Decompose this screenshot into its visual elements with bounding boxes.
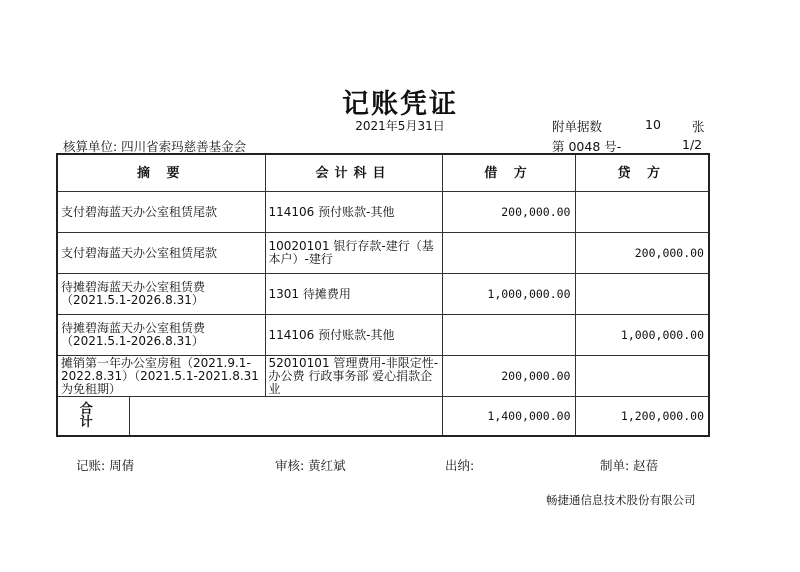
footer-maker: 制单: 赵蓓 [600, 458, 659, 473]
row-debit: 200,000.00 [442, 192, 575, 233]
row-debit: 1,000,000.00 [442, 274, 575, 315]
footer-cashier: 出纳: [445, 458, 475, 473]
table-row [57, 315, 709, 356]
row-account: 10020101 银行存款-建行（基本户）-建行 [265, 233, 442, 274]
software-company: 畅捷通信息技术股份有限公司 [546, 493, 696, 507]
voucher-number: 第 0048 号- [552, 139, 622, 154]
attachment-count: 10 [645, 117, 661, 132]
total-label: 合 计 [57, 397, 129, 437]
total-blank [129, 397, 442, 437]
attachment-label: 附单据数 [552, 119, 603, 134]
footer-reviewer: 审核: 黄红斌 [275, 458, 346, 473]
total-debit: 1,400,000.00 [442, 397, 575, 437]
table-row [57, 274, 709, 315]
row-account: 114106 预付账款-其他 [265, 315, 442, 356]
total-credit: 1,200,000.00 [575, 397, 709, 437]
footer-clerk: 记账: 周倩 [76, 458, 135, 473]
row-summary: 待摊碧海蓝天办公室租赁费（2021.5.1-2026.8.31） [57, 315, 265, 356]
voucher-table [56, 153, 710, 437]
header-debit: 借 方 [442, 154, 575, 192]
row-credit [575, 356, 709, 397]
row-account: 114106 预付账款-其他 [265, 192, 442, 233]
accounting-unit: 核算单位: 四川省索玛慈善基金会 [63, 139, 247, 154]
table-row [57, 192, 709, 233]
header-summary: 摘 要 [57, 154, 265, 192]
page-number: 1/2 [682, 137, 703, 152]
row-credit [575, 274, 709, 315]
row-credit: 1,000,000.00 [575, 315, 709, 356]
row-debit [442, 315, 575, 356]
voucher-date: 2021年5月31日 [355, 119, 445, 133]
table-row [57, 233, 709, 274]
row-summary: 摊销第一年办公室房租（2021.9.1-2022.8.31）（2021.5.1-2021.8.31为免租期） [57, 356, 265, 397]
row-debit [442, 233, 575, 274]
row-summary: 支付碧海蓝天办公室租赁尾款 [57, 192, 265, 233]
row-debit: 200,000.00 [442, 356, 575, 397]
voucher-title: 记账凭证 [342, 89, 458, 120]
table-header-row [57, 154, 709, 192]
header-credit: 贷 方 [575, 154, 709, 192]
row-account: 52010101 管理费用-非限定性-办公费 行政事务部 爱心捐款企业 [265, 356, 442, 397]
table-row [57, 356, 709, 397]
attachment-unit: 张 [692, 119, 705, 134]
row-summary: 待摊碧海蓝天办公室租赁费（2021.5.1-2026.8.31） [57, 274, 265, 315]
row-account: 1301 待摊费用 [265, 274, 442, 315]
row-credit: 200,000.00 [575, 233, 709, 274]
header-account: 会计科目 [265, 154, 442, 192]
total-row [57, 397, 709, 437]
row-summary: 支付碧海蓝天办公室租赁尾款 [57, 233, 265, 274]
row-credit [575, 192, 709, 233]
